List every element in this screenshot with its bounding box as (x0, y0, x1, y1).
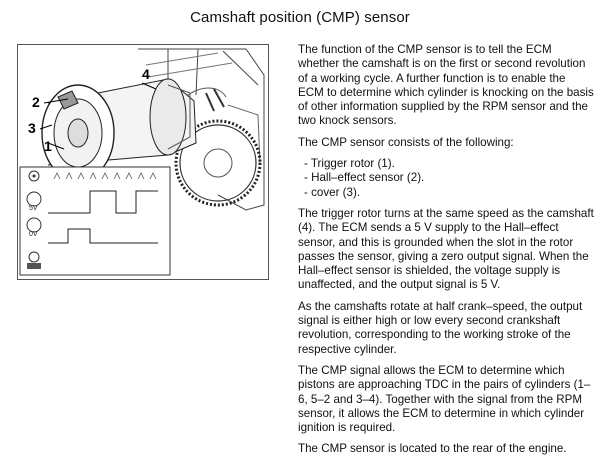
paragraph-half-speed: As the camshafts rotate at half crank–speed, the output signal is either high or low every second crankshaft revolution, corresponding to the working stroke of the respective cylinder. (298, 299, 583, 356)
signal-label-5v: 5V (29, 205, 38, 212)
callout-1: 1 (44, 138, 52, 154)
description-text (298, 43, 594, 464)
camshaft-drawing (42, 79, 196, 181)
component-item: - Trigger rotor (1). (304, 157, 395, 171)
paragraph-function: The function of the CMP sensor is to tell the ECM whether the camshaft is on the first or second revolution of a working cycle. A further function is to enable the ECM to determine which cylinder is knocking on the basis of other information supplied by the RPM sensor and the two knock sensors. (298, 43, 594, 128)
signal-diagram (20, 167, 170, 275)
paragraph-location: The CMP sensor is located to the rear of the engine. (298, 442, 567, 456)
page-title: Camshaft position (CMP) sensor (190, 9, 410, 26)
cmp-sensor-illustration (17, 44, 269, 280)
component-item: - cover (3). (304, 185, 361, 199)
callout-4: 4 (142, 66, 150, 82)
component-item: - Hall–effect sensor (2). (304, 171, 425, 185)
paragraph-cmp-signal: The CMP signal allows the ECM to determine which pistons are approaching TDC in the pairs of cylinders (1–6, 5–2 and 3–4). Together with the signal from the RPM sensor, it allows the ECM to determine in which cylinder ignition is required. (298, 363, 591, 435)
callout-2: 2 (32, 94, 40, 110)
components-list (298, 157, 594, 200)
paragraph-components-intro: The CMP sensor consists of the following: (298, 135, 514, 149)
signal-label-0v: 0V (29, 231, 38, 238)
callout-3: 3 (28, 120, 36, 136)
paragraph-operation: The trigger rotor turns at the same speed as the camshaft (4). The ECM sends a 5 V supply to the Hall–effect sensor, and this is grounded when the slot in the rotor passes the sensor, giving a zero output signal. When the Hall–effect sensor is shielded, the voltage supply is unaffected, and the output signal is 5 V. (298, 206, 594, 292)
